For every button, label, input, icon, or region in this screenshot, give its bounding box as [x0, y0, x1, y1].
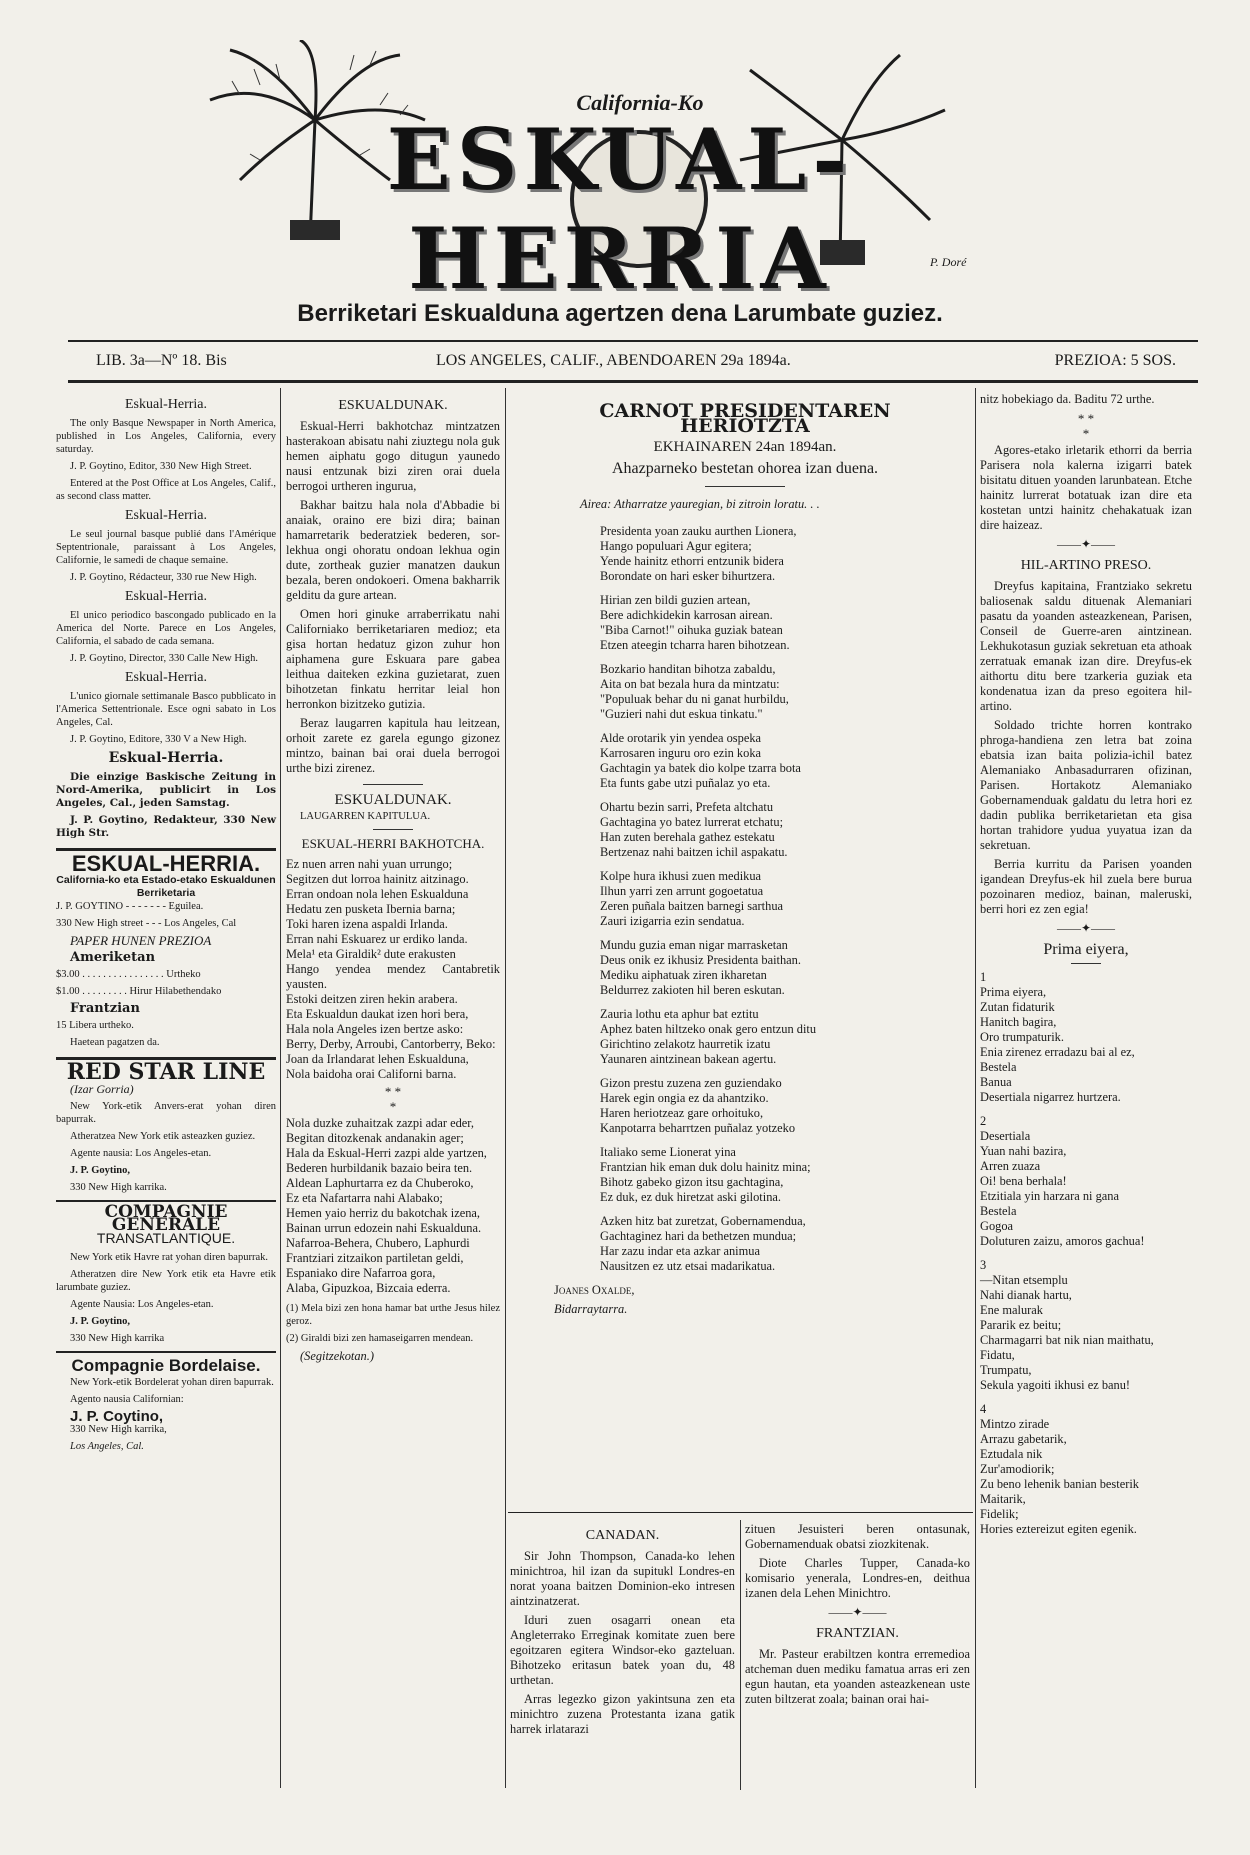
stanza: [980, 1417, 1192, 1537]
poem-line: Bederen hurbildanik bazaio beira ten.: [286, 1161, 473, 1175]
poem-line: Gachtagina yo batez lurrerat etchatu;: [600, 815, 784, 829]
stanza: [600, 593, 950, 653]
stanza: [600, 869, 950, 929]
column-3: [540, 398, 950, 1321]
poem: [286, 1116, 500, 1296]
article-headline: CARNOT PRESIDENTAREN HERIOTZTA: [599, 400, 891, 437]
stanza: [600, 1007, 950, 1067]
place-and-date: LOS ANGELES, CALIF., ABENDOAREN 29a 1894a.: [436, 352, 791, 369]
poem-line: Arren zuaza: [980, 1159, 1041, 1173]
heading: CANADAN.: [585, 1528, 660, 1543]
poem-line: Etzen ateegin tcharra haren bihotzean.: [600, 638, 790, 652]
stanza-number: 4: [980, 1402, 987, 1416]
poem-line: Hala nola Angeles izen bertze asko:: [286, 1022, 464, 1036]
poem-line: Hala da Eskual-Herri zazpi alde yartzen,: [286, 1146, 487, 1160]
continued-note: (Segitzekotan.): [300, 1349, 374, 1363]
heading: HIL-ARTINO PRESO.: [1020, 558, 1152, 573]
text: Haetean pagatzen da.: [70, 1037, 160, 1048]
tune-note: Airea: Atharratze yauregian, bi zitroin loratu. . .: [580, 497, 820, 511]
stanza: [600, 524, 950, 584]
poem-line: Mundu guzia eman nigar marrasketan: [600, 938, 788, 952]
poem-line: Oi! bena berhala!: [980, 1174, 1067, 1188]
poem-line: Ez nuen arren nahi yuan urrungo;: [286, 857, 453, 871]
poem-title: Prima eiyera,: [1043, 941, 1129, 958]
poem-line: Zauri izigarria ezin sendatua.: [600, 914, 745, 928]
poem-line: Kolpe hura ikhusi zuen medikua: [600, 869, 762, 883]
poem-line: Yende hainitz ethorri entzunik bidera: [600, 554, 784, 568]
column-divider: [505, 388, 506, 1788]
poem-line: Alaba, Gipuzkoa, Bizcaia ederra.: [286, 1281, 451, 1295]
heading: Eskual-Herria.: [124, 508, 208, 523]
stanza: [600, 1214, 950, 1274]
poem-line: Etzitiala yin harzara ni gana: [980, 1189, 1119, 1203]
masthead-subtitle: Berriketari Eskualduna agertzen dena Larumbate guziez.: [297, 300, 943, 327]
ornament-divider: ——✦——: [1056, 537, 1116, 551]
poem-line: Joan da Irlandarat lehen Eskualduna,: [286, 1052, 469, 1066]
text: Beraz laugarren kapitula hau leitzean, orhoit zarete ez garela egungo gizonez mintzo, bainan bai orai duela berrogoi urthe bizi zirenez.: [286, 716, 500, 775]
poem-line: Gizon prestu zuzena zen guziendako: [600, 1076, 782, 1090]
poem-line: Zutan fidaturik: [980, 1000, 1055, 1014]
text: Los Angeles, Cal.: [70, 1441, 144, 1452]
poem-line: Deus onik ez ikhusiz Presidenta baithan.: [600, 953, 801, 967]
poem-line: Han zuten berehala gathez estekatu: [600, 830, 775, 844]
poem-line: Gogoa: [980, 1219, 1014, 1233]
heading: FRANTZIAN.: [816, 1626, 899, 1641]
column-divider: [740, 1520, 741, 1790]
poem-line: Oro trumpaturik.: [980, 1030, 1064, 1044]
poem-line: Ez eta Nafartarra nahi Alabako;: [286, 1191, 443, 1205]
poem-line: Eta Eskualdun daukat izen hori bera,: [286, 1007, 469, 1021]
text: Dreyfus kapitaina, Frantziako sekretu baliosenak saldu dituenak Alemaniari pasatu da yoanden asteazkenean, Parisen, Conseil de Guerre-aren aintzinean. Lekhukotasun guziak sekretuan eta athoak zerratuak emanak izan dire. Dreyfus-ek aithortu ditu bere tzarkeria guziak eta kondenatua izan da preso egoitera hil-artino.: [980, 579, 1192, 713]
text: $1.00 . . . . . . . . . Hirur Hilabethendako: [56, 986, 222, 997]
poem-line: Erran ondoan nola lehen Eskualduna: [286, 887, 469, 901]
poem-line: Gachtaginez hari da bethetzen mundua;: [600, 1229, 797, 1243]
canada-article-continued: [745, 1522, 970, 1711]
column-divider: [975, 388, 976, 1788]
ad-title: RED STAR LINE: [66, 1059, 266, 1085]
poem-line: Arrazu gabetarik,: [980, 1432, 1067, 1446]
ad-subtitle: California-ko eta Estado-etako Eskualdunen Berriketaria: [56, 874, 276, 899]
column-divider: [280, 388, 281, 1788]
poem-line: Aita on bat bezala hura da mintzatu:: [600, 677, 780, 691]
text: New York-etik Bordelerat yohan diren bapurrak.: [70, 1377, 274, 1388]
poem-line: Har zazu indar eta azkar animua: [600, 1244, 760, 1258]
stanza: [600, 800, 950, 860]
poem-line: Harek egin ongia ez da ahantziko.: [600, 1091, 769, 1105]
poem-line: Bestela: [980, 1060, 1017, 1074]
poem-line: Begitan ditozkenak andanakin ager;: [286, 1131, 464, 1145]
text: $3.00 . . . . . . . . . . . . . . . . Urtheko: [56, 969, 201, 980]
stanza-number: 3: [980, 1258, 987, 1272]
heading: Eskual-Herria.: [124, 397, 208, 412]
poem-line: Ene malurak: [980, 1303, 1043, 1317]
text: Frantzian: [70, 1001, 140, 1016]
column-4: [980, 392, 1192, 1546]
header-rule-top: [68, 340, 1198, 342]
text: Omen hori ginuke arraberrikatu nahi Californiako berriketariaren medioz; eta gisa hortan hedatuz gizon zuhur hon aiphamena gure Eskuara pare gabea leithua daiteken ezkina guzietarat, zuen bihotzetan finkatu herritar leial hon herronkon bizitzeko gutizia.: [286, 607, 500, 711]
poem-line: Presidenta yoan zauku aurthen Lionera,: [600, 524, 797, 538]
footnote: (2) Giraldi bizi zen hamaseigarren mendean.: [286, 1333, 474, 1344]
poem-line: Bainan urrun edozein nahi Eskualduna.: [286, 1221, 482, 1235]
text: Agento nausia Californian:: [70, 1394, 184, 1405]
poem-line: Frantzian hik eman duk dolu hainitz mina;: [600, 1160, 811, 1174]
poem-line: Zu beno lehenik banian besterik: [980, 1477, 1139, 1491]
text: J. P. Goytino,: [70, 1165, 130, 1176]
poem-line: —Nitan etsemplu: [980, 1273, 1068, 1287]
asterism-icon: * * *: [384, 1084, 402, 1114]
text: Iduri zuen osagarri onean eta Angleterrako Erreginak komitate zuen bere egoitzaren egitera Windsor-eko gazteluan. Bihotzeko eritasun batek yoan du, 48 urthetan.: [510, 1613, 735, 1687]
text: New York-etik Anvers-erat yohan diren bapurrak.: [56, 1101, 276, 1125]
poem-line: Hango populuari Agur egitera;: [600, 539, 752, 553]
poem-line: Beldurrez zakioten hil beren eskutan.: [600, 983, 785, 997]
poem-line: Aldean Laphurtarra ez da Chuberoko,: [286, 1176, 474, 1190]
poem-line: Hemen yaio herriz du bakotchak izena,: [286, 1206, 481, 1220]
poem-line: Eta funts gabe utzi puñalaz yo eta.: [600, 776, 771, 790]
poem-line: Espaniako dire Nafarroa gora,: [286, 1266, 436, 1280]
poem-line: Sekula yagoiti ikhusi ez banu!: [980, 1378, 1131, 1392]
poem-line: Ohartu bezin sarri, Prefeta altchatu: [600, 800, 774, 814]
text: 330 New High karrika,: [70, 1424, 167, 1435]
text: El unico periodico bascongado publicado en la America del Norte. Parece en Los Angeles, California, el sabado de cada semana.: [56, 610, 276, 647]
text: Soldado trichte horren kontrako phroga-handiena zen letra bat zoina ebatsia izan baita polizia-ichil batez Alemaniako Anbasadurraren ofizinan, Parisen. Hortakotz Alemaniako Gobernamenduak galdatu du letra hori ez dadin publika berriketarietan eta gisa hortan trahidore yudua yuyatua izan da sekretuan.: [980, 718, 1192, 852]
stanza: [600, 938, 950, 998]
poem-line: Bere adichkidekin karrosan airean.: [600, 608, 773, 622]
text: The only Basque Newspaper in North America, published in Los Angeles, California, every saturday.: [56, 418, 276, 455]
signature: Joanes Oxalde,: [554, 1283, 635, 1297]
poem-line: Bestela: [980, 1204, 1017, 1218]
text: 15 Libera urtheko.: [56, 1020, 134, 1031]
text: J. P. Goytino, Director, 330 Calle New High.: [70, 653, 258, 664]
ad-title: Compagnie Bordelaise.: [71, 1356, 261, 1375]
poem-line: Enia zirenez erradazu bai al ez,: [980, 1045, 1135, 1059]
artist-signature: P. Doré: [930, 255, 967, 269]
poem-line: Mela¹ eta Giraldik² dute erakusten: [286, 947, 456, 961]
ad-title: ESKUAL-HERRIA.: [71, 851, 261, 876]
seal-caption: California-Ko: [576, 90, 704, 115]
text: PAPER HUNEN PREZIOA: [70, 933, 212, 948]
poem-line: Fidatu,: [980, 1348, 1015, 1362]
article-date: EKHAINAREN 24an 1894an.: [653, 439, 837, 455]
text: J. P. Coytino,: [70, 1408, 164, 1425]
newspaper-title: ESKUAL-HERRIA: [386, 110, 854, 308]
ornament-divider: ——✦——: [1056, 921, 1116, 935]
footnote: (1) Mela bizi zen hona hamar bat urthe Jesus hilez geroz.: [286, 1303, 500, 1327]
poem-line: Fidelik;: [980, 1507, 1019, 1521]
text: 330 New High street - - - Los Angeles, Cal: [56, 918, 237, 929]
text: J. P. Goytino, Editor, 330 New High Street.: [70, 461, 252, 472]
text: Bakhar baitzu hala nola d'Abbadie bi anaiak, oraino ere bizi dira; bainan hamarretarik bederatziek bederen, sor-lekhua ongi ohoratu ondoan lekhua ogin dute, zortheak guzier manatzen daukun bezala, beren ondokoeri. Omena bakharrik gelditu da gure artean.: [286, 498, 500, 602]
text: J. P. Goytino,: [70, 1316, 130, 1327]
text: L'unico giornale settimanale Basco pubblicato in l'America Settentrionale. Esce ogni sabato in Los Angeles, Cal.: [56, 691, 276, 728]
stanza: [980, 985, 1192, 1105]
text: Entered at the Post Office at Los Angeles, Calif., as second class matter.: [56, 478, 276, 502]
poem-line: Hanitch bagira,: [980, 1015, 1057, 1029]
ad-title: COMPAGNIE GENERALE: [104, 1202, 228, 1235]
heading: Eskual-Herria.: [124, 589, 208, 604]
poem-line: Trumpatu,: [980, 1363, 1032, 1377]
asterism-icon: * * *: [1077, 411, 1095, 441]
canada-article: [510, 1522, 735, 1741]
text: J. P. Goytino, Rédacteur, 330 rue New High.: [70, 572, 257, 583]
poem-line: Zauria lothu eta aphur bat eztitu: [600, 1007, 759, 1021]
poem-line: Zur'amodiorik;: [980, 1462, 1055, 1476]
issue-number: LIB. 3a—Nº 18. Bis: [96, 352, 227, 369]
poem-line: Charmagarri bat nik nian maithatu,: [980, 1333, 1154, 1347]
poem-line: Haren heriotzeaz gare orhoituko,: [600, 1106, 764, 1120]
stanza: [600, 731, 950, 791]
text: Sir John Thompson, Canada-ko lehen minichtroa, hil izan da supitukl Londres-en norat yoana baitzen Dominion-eko intresen aintzinatzerat.: [510, 1549, 735, 1608]
stanza: [600, 662, 950, 722]
text: zituen Jesuisteri beren ontasunak, Gobernamenduak obatsi ziozkitenak.: [745, 1522, 970, 1551]
price: PREZIOA: 5 SOS.: [1054, 352, 1176, 369]
poem-line: Borondate on hari esker bihurtzera.: [600, 569, 776, 583]
poem-line: Hedatu zen pusketa Ibernia barna;: [286, 902, 456, 916]
text: Agente nausia: Los Angeles-etan.: [70, 1148, 212, 1159]
poem-line: Italiako seme Lionerat yina: [600, 1145, 736, 1159]
text: Arras legezko gizon yakintsuna zen eta minichtro zuzena Protestanta izana gatik harrek irlatarazi: [510, 1692, 735, 1736]
poem-line: Prima eiyera,: [980, 985, 1047, 999]
poem-line: Frantziari zitzaikon partiletan geldi,: [286, 1251, 464, 1265]
text: Atheratzea New York etik asteazken guziez.: [70, 1131, 256, 1142]
text: Mr. Pasteur erabiltzen kontra erremedioa atcheman duen mediku famatua arras eri zen egun hautan, eta yoanden asteazkenean uste zuten biltzerat zoala; bainan orai hai-: [745, 1647, 970, 1706]
poem: [286, 857, 500, 1082]
stanza: [600, 1076, 950, 1136]
text: Agente Nausia: Los Angeles-etan.: [70, 1299, 214, 1310]
poem-line: Gachtagin ya batek dio kolpe tzarra bota: [600, 761, 801, 775]
stanza: [600, 1145, 950, 1205]
heading: ESKUAL-HERRI BAKHOTCHA.: [301, 836, 485, 851]
stanza: [980, 1129, 1192, 1249]
poem-line: Mediku aiphatuak ziren ikharetan: [600, 968, 767, 982]
stanza: [980, 1273, 1192, 1393]
text: Berria kurritu da Parisen yoanden igandean Dreyfus-ek hil zuela bere burua pozoinaren medioz, bainan, maleruski, berri hori ez zen egia!: [980, 857, 1192, 916]
text: J. P. Goytino, Editore, 330 V a New High.: [70, 734, 247, 745]
poem-line: Banua: [980, 1075, 1012, 1089]
text: New York etik Havre rat yohan diren bapurrak.: [70, 1252, 268, 1263]
poem-line: Nahi dianak hartu,: [980, 1288, 1072, 1302]
poem-line: Toki haren izena aspaldi Irlanda.: [286, 917, 448, 931]
stanza-number: 2: [980, 1114, 987, 1128]
text: Die einzige Baskische Zeitung in Nord-Amerika, publicirt in Los Angeles, Cal., jeden Samstag.: [56, 771, 276, 809]
poem-line: Aphez baten hiltzeko onak gero entzun ditu: [600, 1022, 817, 1036]
article-subtitle: Ahazparneko bestetan ohorea izan duena.: [611, 460, 879, 477]
text: Eskual-Herri bakhotchaz mintzatzen hasterakoan abisatu nahi ziuztegu nola guk hemen aiphatu gogo ditugun yaunedo nausi entzunak bizi ziren orai duela berrogoi urtheren ingurua,: [286, 419, 500, 493]
header-rule-bottom: [68, 380, 1198, 383]
text: Ameriketan: [70, 950, 156, 965]
poem: [980, 970, 1192, 1537]
poem-line: Hories eztereizut egiten egenik.: [980, 1522, 1137, 1536]
column-1: [56, 392, 276, 1457]
section-rule: [508, 1512, 973, 1513]
poem-line: Ez duk, ez duk hiretzat aski gilotina.: [600, 1190, 781, 1204]
heading: Eskual-Herria.: [124, 670, 208, 685]
poem-line: Kanpotarra beharrtzen puñalaz yotzeko: [600, 1121, 796, 1135]
text: Agores-etako irletarik ethorri da berria Parisera nola kalerna izigarri batek bisitatu dituen yoanden larunbatean. Etche hainitz lurrerat botatuak izan dire eta kostetan untzi hainitz chehakatuak izan dire haizeaz.: [980, 443, 1192, 532]
text: J. P. Goytino, Redakteur, 330 New High Str.: [56, 814, 276, 839]
poem-line: Maitarik,: [980, 1492, 1026, 1506]
heading: ESKUALDUNAK.: [334, 792, 452, 808]
heading: ESKUALDUNAK.: [338, 398, 448, 413]
text: 330 New High karrika.: [70, 1182, 167, 1193]
poem-line: Segitzen dut lorroa hainitz aitzinago.: [286, 872, 469, 886]
poem-line: Hirian zen bildi guzien artean,: [600, 593, 751, 607]
poem-line: Ilhun yarri zen arrunt gogoetatua: [600, 884, 764, 898]
poem-line: "Biba Carnot!" oihuka guziak batean: [600, 623, 783, 637]
poem-line: Mintzo zirade: [980, 1417, 1050, 1431]
poem-line: Erran nahi Eskuarez ur erdiko landa.: [286, 932, 468, 946]
text: Atheratzen dire New York etik eta Havre etik larumbate guziez.: [56, 1269, 276, 1293]
masthead: [170, 40, 1070, 308]
stanza-number: 1: [980, 970, 987, 984]
heading: Eskual-Herria.: [108, 750, 224, 766]
poem: [600, 524, 950, 1274]
text: 330 New High karrika: [70, 1333, 165, 1344]
poem-line: Desertiala nigarrez hurtzera.: [980, 1090, 1121, 1104]
poem-line: Girichtino zelakotz haurretik izatu: [600, 1037, 771, 1051]
poem-line: Pararik ez beitu;: [980, 1318, 1062, 1332]
poem-line: Zeren puñala baitzen barnegi sarthua: [600, 899, 784, 913]
poem-line: Bozkario handitan bihotza zabaldu,: [600, 662, 776, 676]
poem-line: "Guzieri nahi dut eskua tinkatu.": [600, 707, 763, 721]
text: nitz hobekiago da. Baditu 72 urthe.: [980, 392, 1155, 406]
signature-origin: Bidarraytarra.: [554, 1302, 628, 1316]
ad-title: TRANSATLANTIQUE.: [96, 1230, 236, 1246]
text: Le seul journal basque publié dans l'Amérique Septentrionale, paraissant à Los Angeles, Californie, le samedi de chaque semaine.: [56, 529, 276, 566]
poem-line: Berry, Derby, Arroubi, Cantorberry, Beko:: [286, 1037, 496, 1051]
poem-line: Eztudala nik: [980, 1447, 1043, 1461]
poem-line: Alde orotarik yin yendea ospeka: [600, 731, 762, 745]
poem-line: Estoki deitzen ziren hekin arabera.: [286, 992, 458, 1006]
poem-line: Desertiala: [980, 1129, 1031, 1143]
poem-line: Nafarroa-Behera, Chubero, Laphurdi: [286, 1236, 470, 1250]
text: J. P. GOYTINO - - - - - - - Eguilea.: [56, 901, 204, 912]
poem-line: Nola duzke zuhaitzak zazpi adar eder,: [286, 1116, 475, 1130]
text: Diote Charles Tupper, Canada-ko komisario yenerala, Londres-en, deithua izanen dela Lehen Minichtro.: [745, 1556, 970, 1600]
poem-line: Doluturen zaizu, amoros gachua!: [980, 1234, 1145, 1248]
poem-line: Hango yendea mendez Cantabretik yausten.: [286, 962, 500, 991]
poem-line: Bihotz gabeko gizon itsu gachtagina,: [600, 1175, 784, 1189]
poem-line: "Populuak behar du ni ganat hurbildu,: [600, 692, 789, 706]
dateline: [96, 352, 1176, 378]
ornament-divider: ——✦——: [828, 1605, 887, 1619]
poem-line: Azken hitz bat zuretzat, Gobernamendua,: [600, 1214, 806, 1228]
poem-line: Yuan nahi bazira,: [980, 1144, 1067, 1158]
column-2: [286, 392, 500, 1368]
text: (Izar Gorria): [70, 1082, 134, 1096]
text: LAUGARREN KAPITULUA.: [300, 811, 431, 822]
poem-line: Karrosaren inguru oro ezin koka: [600, 746, 762, 760]
poem-line: Nola baidoha orai Californi barna.: [286, 1067, 457, 1081]
poem-line: Bertzenaz nahi baitzen ichil aspakatu.: [600, 845, 788, 859]
poem-line: Yaunaren aintzinean bakean agertu.: [600, 1052, 777, 1066]
poem-line: Nausitzen ez utz etsai madarikatua.: [600, 1259, 776, 1273]
